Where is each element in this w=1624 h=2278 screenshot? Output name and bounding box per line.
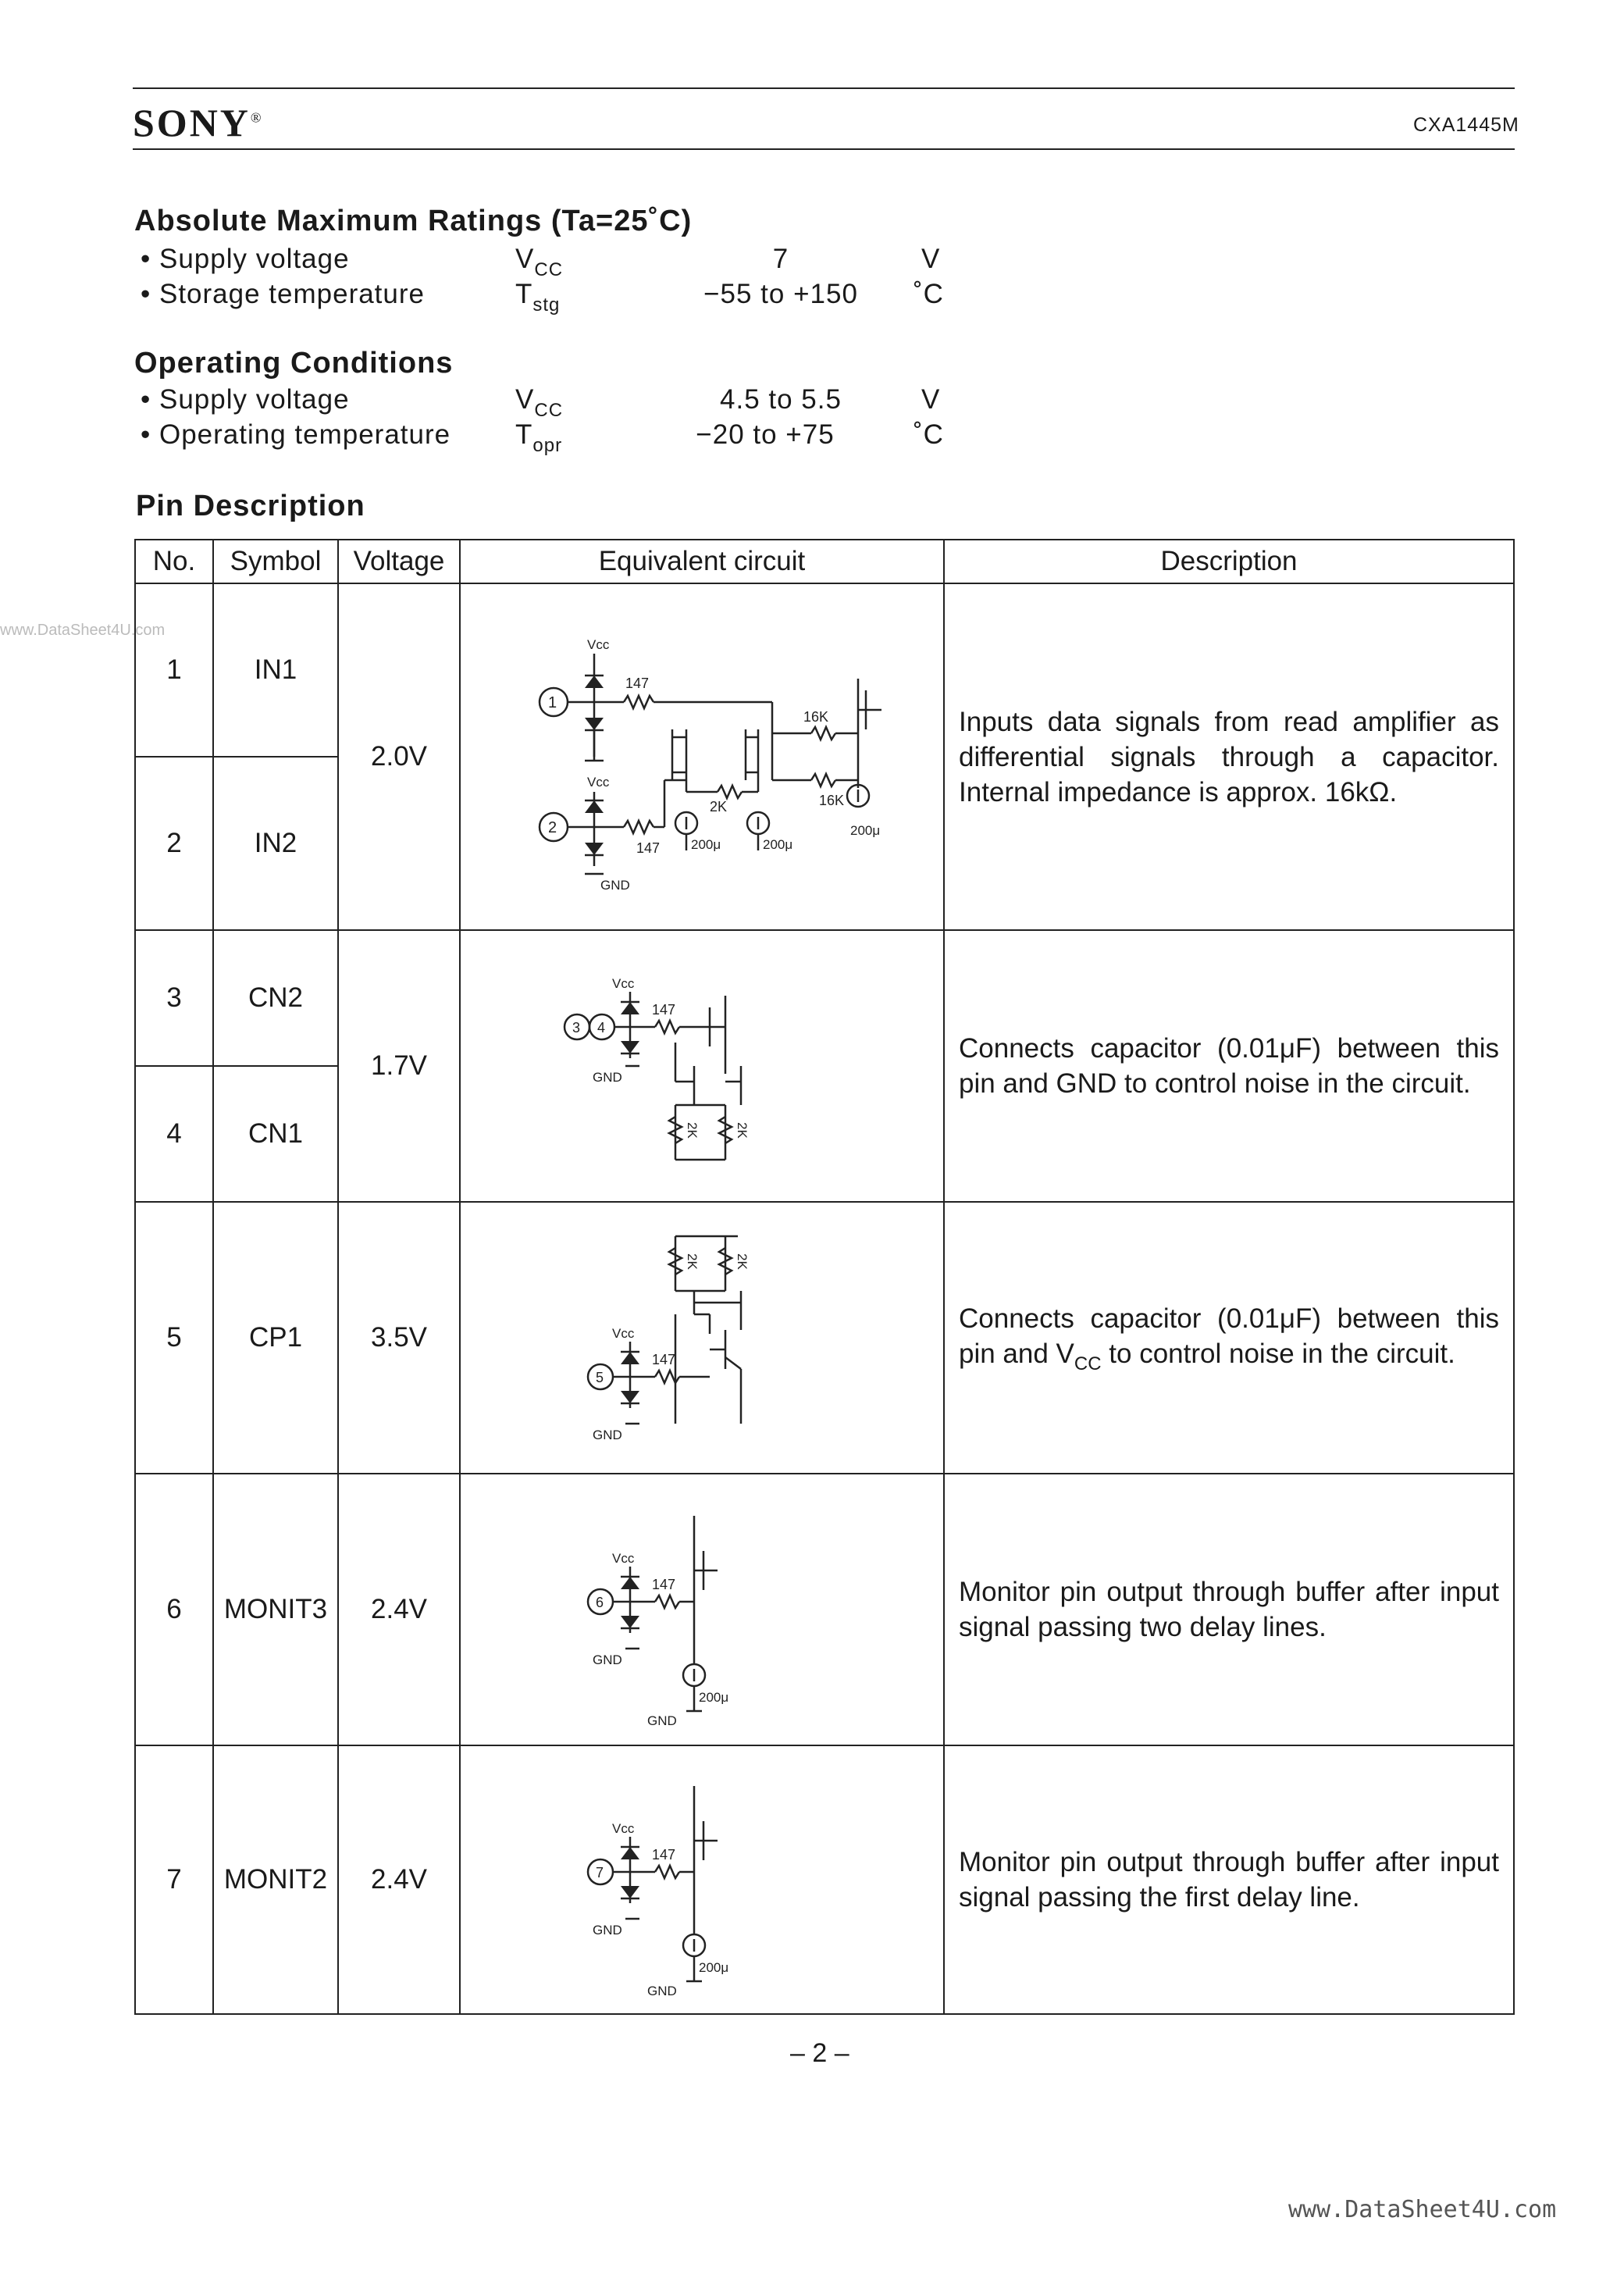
abs-max-title: Absolute Maximum Ratings (Ta=25˚C) — [134, 205, 693, 237]
pin-voltage: 2.0V — [338, 583, 460, 930]
svg-text:3: 3 — [572, 1020, 581, 1036]
pin-no: 1 — [135, 583, 213, 757]
pin-no: 6 — [135, 1474, 213, 1745]
param-unit: ˚C — [914, 279, 944, 309]
circuit-cell — [460, 1745, 944, 2014]
pin-no: 4 — [135, 1066, 213, 1202]
op-cond-row — [141, 384, 999, 419]
svg-text:16K: 16K — [803, 709, 829, 725]
pin-no: 5 — [135, 1202, 213, 1474]
svg-text:200μ: 200μ — [763, 837, 793, 852]
circuit-cell — [460, 583, 944, 930]
param-name: • Supply voltage — [141, 244, 350, 274]
circuit-diagram-cn — [538, 949, 866, 1183]
circuit-diagram-cp1 — [538, 1213, 866, 1463]
pin-voltage: 3.5V — [338, 1202, 460, 1474]
svg-text:GND: GND — [647, 1984, 677, 1998]
param-value: −55 to +150 — [703, 279, 858, 309]
svg-text:Vcc: Vcc — [612, 976, 635, 991]
svg-text:2K: 2K — [685, 1253, 700, 1270]
svg-text:Vcc: Vcc — [612, 1326, 635, 1341]
pin-voltage: 1.7V — [338, 930, 460, 1202]
param-name: • Supply voltage — [141, 384, 350, 415]
op-cond-row — [141, 419, 999, 455]
svg-text:16K: 16K — [819, 793, 845, 808]
header-symbol: Symbol — [213, 540, 338, 583]
pin-symbol: MONIT2 — [213, 1745, 338, 2014]
svg-text:147: 147 — [652, 1002, 676, 1018]
table-header-row — [135, 540, 1514, 583]
pin-no: 2 — [135, 757, 213, 930]
param-unit: V — [921, 244, 941, 274]
svg-text:1: 1 — [548, 694, 557, 711]
param-name: • Storage temperature — [141, 279, 425, 309]
pin-symbol: IN2 — [213, 757, 338, 930]
pin-no: 3 — [135, 930, 213, 1066]
svg-text:6: 6 — [596, 1595, 604, 1610]
svg-text:2K: 2K — [710, 799, 728, 815]
circuit-cell — [460, 930, 944, 1202]
svg-text:Vcc: Vcc — [612, 1821, 635, 1836]
param-symbol: $T_{opr}$ — [515, 419, 563, 456]
param-symbol: $V_{CC}$ — [515, 384, 564, 421]
circuit-cell — [460, 1202, 944, 1474]
svg-text:5: 5 — [596, 1370, 604, 1385]
pin-description: Monitor pin output through buffer after input signal passing two delay lines. — [944, 1474, 1514, 1745]
svg-text:Vcc: Vcc — [612, 1551, 635, 1566]
pin-description: Inputs data signals from read amplifier as differential signals through a capacitor. Internal impedance is approx. 16kΩ. — [944, 583, 1514, 930]
pin-description: Connects capacitor (0.01μF) between this pin and $V_{CC}$ to control noise in the circuit. — [944, 1202, 1514, 1474]
header-description: Description — [944, 540, 1514, 583]
brand-name: SONY — [133, 101, 251, 144]
watermark[interactable]: www.DataSheet4U.com — [1288, 2196, 1557, 2223]
abs-max-row — [141, 244, 999, 279]
circuit-diagram-monit3 — [538, 1485, 866, 1734]
circuit-cell — [460, 1474, 944, 1745]
watermark-small: www.DataSheet4U.com — [0, 622, 166, 639]
param-value: −20 to +75 — [696, 419, 835, 450]
param-name: • Operating temperature — [141, 419, 451, 450]
table-row — [135, 1474, 1514, 1745]
op-cond-title: Operating Conditions — [134, 347, 454, 380]
svg-text:147: 147 — [652, 1847, 676, 1863]
svg-text:147: 147 — [636, 840, 661, 856]
table-row — [135, 583, 1514, 757]
svg-text:200μ: 200μ — [699, 1690, 729, 1705]
circuit-diagram-in — [483, 601, 921, 913]
svg-text:200μ: 200μ — [850, 823, 881, 838]
table-row — [135, 1202, 1514, 1474]
sony-logo — [133, 100, 262, 145]
registered-mark: ® — [250, 109, 262, 126]
svg-text:Vcc: Vcc — [587, 775, 610, 790]
pin-symbol: IN1 — [213, 583, 338, 757]
pin-symbol: CN2 — [213, 930, 338, 1066]
pin-desc-title: Pin Description — [136, 490, 365, 522]
param-value: 7 — [772, 244, 789, 274]
part-number: CXA1445M — [1413, 114, 1519, 136]
circuit-diagram-monit2 — [538, 1755, 866, 2005]
svg-text:GND: GND — [600, 878, 630, 893]
param-unit: ˚C — [914, 419, 944, 450]
svg-text:2K: 2K — [685, 1122, 700, 1139]
svg-text:2K: 2K — [735, 1253, 750, 1270]
pin-symbol: MONIT3 — [213, 1474, 338, 1745]
svg-text:4: 4 — [597, 1020, 606, 1036]
svg-text:147: 147 — [652, 1577, 676, 1592]
svg-text:147: 147 — [625, 676, 650, 691]
header-no: No. — [135, 540, 213, 583]
svg-text:147: 147 — [652, 1352, 676, 1367]
pin-description: Connects capacitor (0.01μF) between this pin and GND to control noise in the circuit. — [944, 930, 1514, 1202]
svg-text:GND: GND — [593, 1652, 622, 1667]
param-symbol: $T_{stg}$ — [515, 279, 561, 315]
header-bottom-rule — [133, 148, 1515, 150]
pin-description: Monitor pin output through buffer after input signal passing the first delay line. — [944, 1745, 1514, 2014]
svg-text:GND: GND — [593, 1428, 622, 1442]
pin-symbol: CP1 — [213, 1202, 338, 1474]
svg-text:Vcc: Vcc — [587, 637, 610, 652]
svg-text:7: 7 — [596, 1865, 604, 1881]
svg-text:2: 2 — [548, 819, 557, 836]
header-top-rule — [133, 87, 1515, 89]
param-value: 4.5 to 5.5 — [720, 384, 842, 415]
pin-description-table — [134, 539, 1515, 2015]
svg-text:2K: 2K — [735, 1122, 750, 1139]
svg-text:GND: GND — [593, 1923, 622, 1938]
header-voltage: Voltage — [338, 540, 460, 583]
pin-symbol: CN1 — [213, 1066, 338, 1202]
table-row — [135, 930, 1514, 1066]
abs-max-row — [141, 279, 999, 314]
pin-voltage: 2.4V — [338, 1474, 460, 1745]
svg-text:200μ: 200μ — [691, 837, 721, 852]
param-symbol: $V_{CC}$ — [515, 244, 564, 280]
pin-voltage: 2.4V — [338, 1745, 460, 2014]
pin-no: 7 — [135, 1745, 213, 2014]
svg-text:GND: GND — [647, 1713, 677, 1728]
table-row — [135, 1745, 1514, 2014]
header-circuit: Equivalent circuit — [460, 540, 944, 583]
svg-text:GND: GND — [593, 1070, 622, 1085]
param-unit: V — [921, 384, 941, 415]
page-number: – 2 – — [790, 2038, 849, 2068]
svg-text:200μ: 200μ — [699, 1960, 729, 1975]
